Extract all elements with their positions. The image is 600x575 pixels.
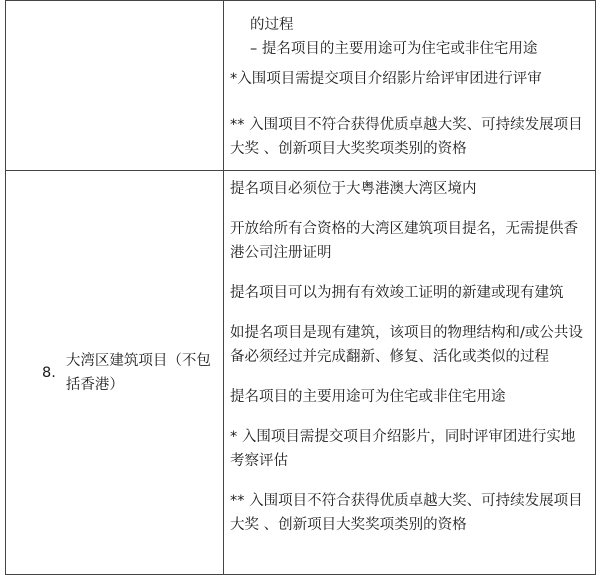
- category-label-wrap: [6, 171, 223, 574]
- criteria-paragraph: ** 入围项目不符合获得优质卓越大奖、可持续发展项目大奖 、创新项目大奖奖项类别的资格: [230, 493, 583, 533]
- criteria-paragraph: * 入围项目需提交项目介绍影片，同时评审团进行实地考察评估: [230, 429, 576, 469]
- table-row: [6, 171, 596, 575]
- criteria-paragraph: 开放给所有合资格的大湾区建筑项目提名，无需提供香港公司注册证明: [230, 221, 578, 261]
- criteria-line: ** 入围项目不符合获得优质卓越大奖、可持续发展项目大奖 、创新项目大奖奖项类别的资格: [230, 117, 583, 157]
- criteria-table: [5, 0, 596, 575]
- category-label: 大湾区建筑项目（不包括香港）: [65, 352, 211, 393]
- criteria-paragraph: 提名项目可以为拥有有效竣工证明的新建或现有建筑: [230, 285, 564, 301]
- criteria-paragraph: 如提名项目是现有建筑，该项目的物理结构和/或公共设备必须经过并完成翻新、修复、活化或类似的过程: [230, 325, 583, 365]
- criteria-text-block: [224, 171, 595, 537]
- table-row: [6, 1, 596, 171]
- criteria-line: 的过程: [250, 17, 294, 33]
- criteria-cell: [224, 1, 596, 171]
- criteria-text-block: [224, 1, 595, 161]
- category-cell-empty: [6, 1, 224, 171]
- criteria-line: – 提名项目的主要用途可为住宅或非住宅用途: [250, 41, 538, 57]
- criteria-paragraph: 提名项目必须位于大粤港澳大湾区境内: [230, 181, 477, 197]
- criteria-paragraph: 提名项目的主要用途可为住宅或非住宅用途: [230, 389, 506, 405]
- criteria-line: *入围项目需提交项目介绍影片给评审团进行评审: [230, 71, 542, 87]
- category-number: 8.: [42, 364, 56, 381]
- criteria-cell: [224, 171, 596, 575]
- category-cell: [6, 171, 224, 575]
